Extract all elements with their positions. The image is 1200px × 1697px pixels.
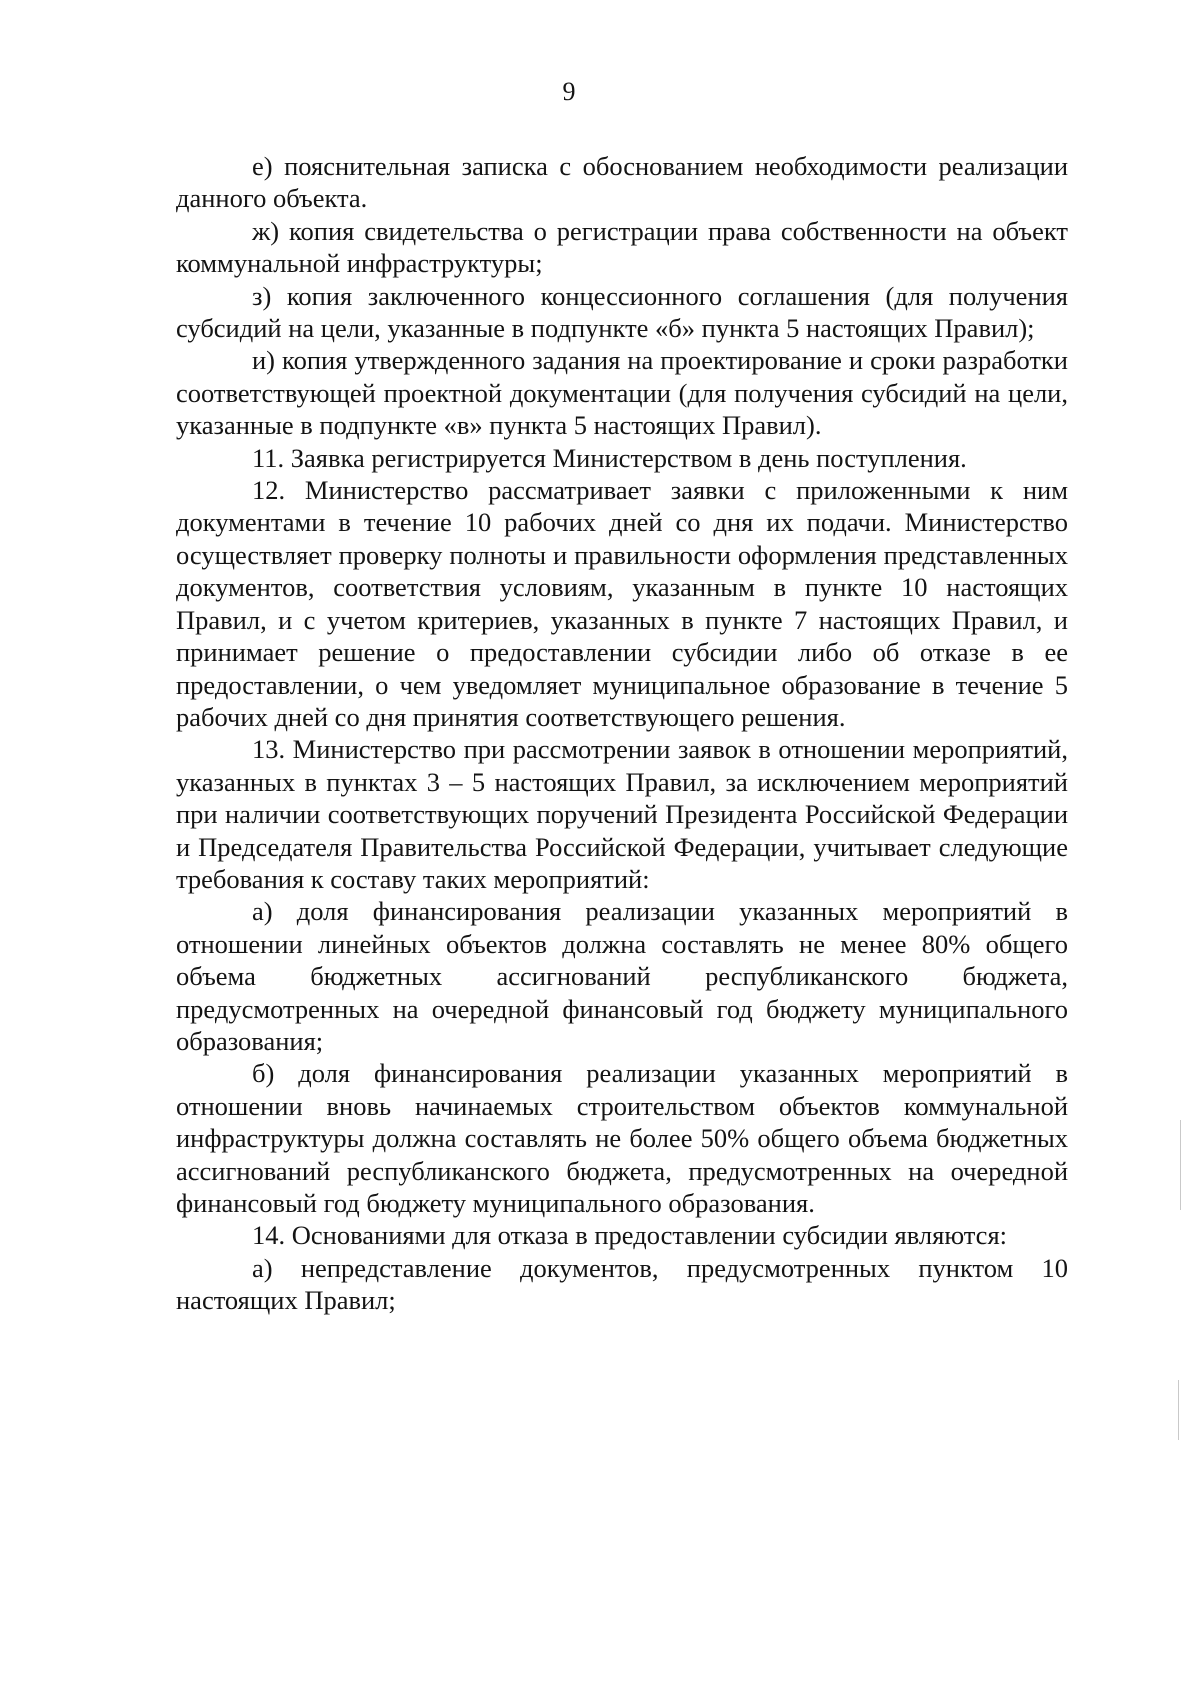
paragraph-13-requirements: 13. Министерство при рассмотрении заявок в отношении мероприятий, указанных в пунктах 3 – 5 настоящих Правил, за исключением мероприятий при наличии соответствующих поручений Президента Российской Федерации и Председателя Правительства Российской Федерации, учитывает следующие требования к составу таких мероприятий: bbox=[176, 734, 1068, 894]
paragraph-zh-ownership-certificate: ж) копия свидетельства о регистрации права собственности на объект коммунальной инфраструктуры; bbox=[176, 215, 1068, 279]
document-body bbox=[176, 150, 1068, 1317]
paragraph-z-concession-agreement: з) копия заключенного концессионного соглашения (для получения субсидий на цели, указанные в подпункте «б» пункта 5 настоящих Правил); bbox=[176, 280, 1068, 344]
paragraph-e-explanatory-note: е) пояснительная записка с обоснованием необходимости реализации данного объекта. bbox=[176, 151, 1068, 214]
paragraph-a-missing-documents: а) непредставление документов, предусмотренных пунктом 10 настоящих Правил; bbox=[176, 1252, 1068, 1316]
page-number: 9 bbox=[562, 77, 576, 106]
scan-edge-mark bbox=[1180, 1120, 1181, 1210]
paragraph-14-refusal-grounds: 14. Основаниями для отказа в предоставлении субсидии являются: bbox=[252, 1220, 1007, 1251]
paragraph-a-linear-objects: а) доля финансирования реализации указанных мероприятий в отношении линейных объектов должна составлять не менее 80% общего объема бюджетных ассигнований республиканского бюджета, предусмотренных на очередной финансовый год бюджету муниципального образования; bbox=[176, 896, 1068, 1056]
paragraph-b-new-construction: б) доля финансирования реализации указанных мероприятий в отношении вновь начинаемых строительством объектов коммунальной инфраструктуры должна составлять не более 50% общего объема бюджетных ассигнований республиканского бюджета, предусмотренных на очередной финансовый год бюджету муниципального образования. bbox=[176, 1058, 1068, 1218]
paragraph-i-design-assignment: и) копия утвержденного задания на проектирование и сроки разработки соответствующей проектной документации (для получения субсидий на цели, указанные в подпункте «в» пункта 5 настоящих Правил). bbox=[176, 345, 1068, 441]
paragraph-11-registration: 11. Заявка регистрируется Министерством в день поступления. bbox=[252, 442, 967, 473]
paragraph-12-review: 12. Министерство рассматривает заявки с приложенными к ним документами в течение 10 рабочих дней со дня их подачи. Министерство осуществляет проверку полноты и правильности оформления представленных документов, соответствия условиям, указанным в пункте 10 настоящих Правил, и с учетом критериев, указанных в пункте 7 настоящих Правил, и принимает решение о предоставлении субсидии либо об отказе в ее предоставлении, о чем уведомляет муниципальное образование в течение 5 рабочих дней со дня принятия соответствующего решения. bbox=[176, 475, 1068, 732]
scan-edge-mark bbox=[1178, 1380, 1179, 1440]
